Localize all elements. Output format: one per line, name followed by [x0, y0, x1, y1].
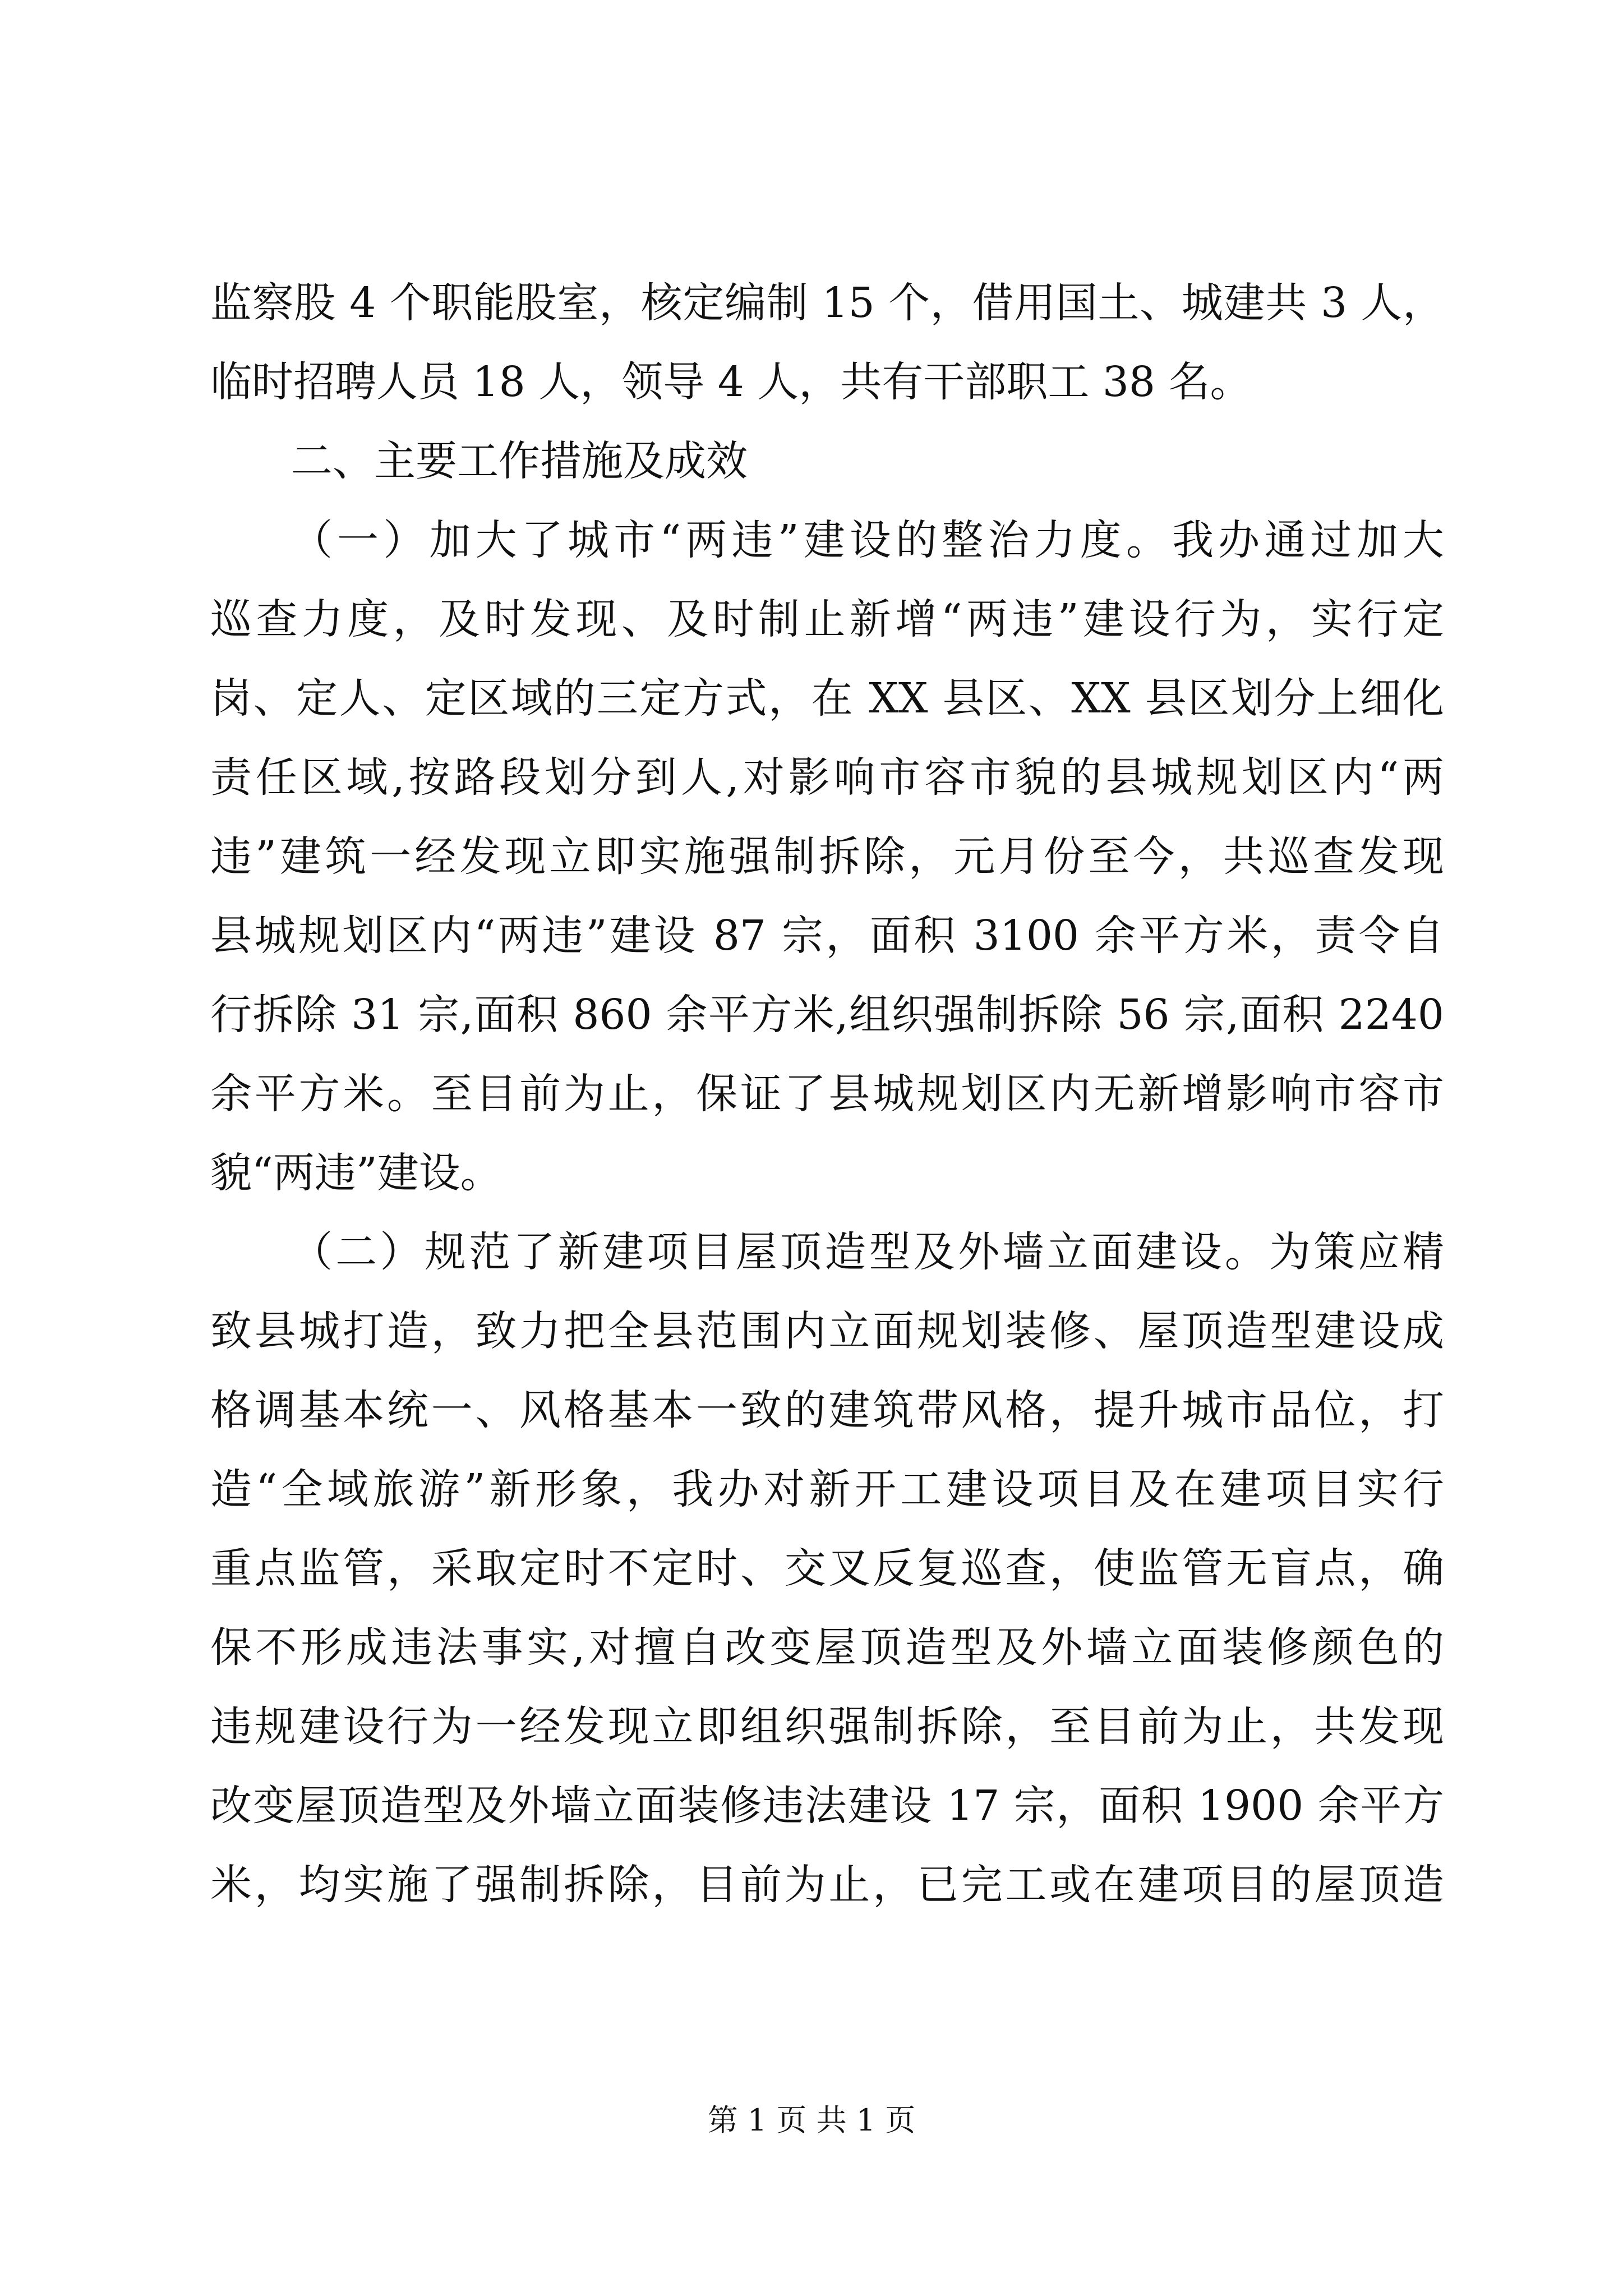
section-heading: 二、主要工作措施及成效 [291, 437, 748, 485]
paragraph-line: 县城规划区内“两违”建设 87 宗，面积 3100 余平方米，责令自 [210, 912, 1444, 960]
paragraph-line: 保不形成违法事实,对擅自改变屋顶造型及外墙立面装修颜色的 [210, 1623, 1444, 1672]
paragraph-line: 改变屋顶造型及外墙立面装修违法建设 17 宗，面积 1900 余平方 [210, 1782, 1444, 1830]
page-footer [0, 2101, 1623, 2140]
paragraph-line: 岗、定人、定区域的三定方式，在 XX 县区、XX 县区划分上细化 [210, 674, 1444, 723]
paragraph-line: 致县城打造，致力把全县范围内立面规划装修、屋顶造型建设成 [210, 1307, 1444, 1355]
paragraph-line: 责任区域,按路段划分到人,对影响市容市貌的县城规划区内“两 [210, 753, 1444, 802]
paragraph-line: 监察股 4 个职能股室，核定编制 15 个，借用国土、城建共 3 人， [210, 279, 1444, 327]
paragraph-line: 违规建设行为一经发现立即组织强制拆除，至目前为止，共发现 [210, 1703, 1444, 1751]
paragraph-line: 重点监管，采取定时不定时、交叉反复巡查，使监管无盲点，确 [210, 1544, 1444, 1593]
paragraph-line: 造“全域旅游”新形象，我办对新开工建设项目及在建项目实行 [210, 1465, 1444, 1513]
paragraph-line: （一）加大了城市“两违”建设的整治力度。我办通过加大 [291, 516, 1444, 564]
page-number-label: 第 1 页 共 1 页 [707, 2102, 916, 2138]
paragraph-line: 米，均实施了强制拆除，目前为止，已完工或在建项目的屋顶造 [210, 1861, 1444, 1909]
paragraph-line: 巡查力度，及时发现、及时制止新增“两违”建设行为，实行定 [210, 595, 1444, 643]
paragraph-line: （二）规范了新建项目屋顶造型及外墙立面建设。为策应精 [291, 1228, 1444, 1276]
paragraph-line: 临时招聘人员 18 人，领导 4 人，共有干部职工 38 名。 [210, 358, 1252, 406]
document-body [210, 264, 1444, 1925]
paragraph-line: 貌“两违”建设。 [210, 1149, 502, 1197]
paragraph-line: 行拆除 31 宗,面积 860 余平方米,组织强制拆除 56 宗,面积 2240 [210, 991, 1444, 1039]
paragraph-line: 违”建筑一经发现立即实施强制拆除，元月份至今，共巡查发现 [210, 832, 1444, 881]
paragraph-line: 余平方米。至目前为止，保证了县城规划区内无新增影响市容市 [210, 1070, 1444, 1118]
paragraph-line: 格调基本统一、风格基本一致的建筑带风格，提升城市品位，打 [210, 1386, 1444, 1434]
